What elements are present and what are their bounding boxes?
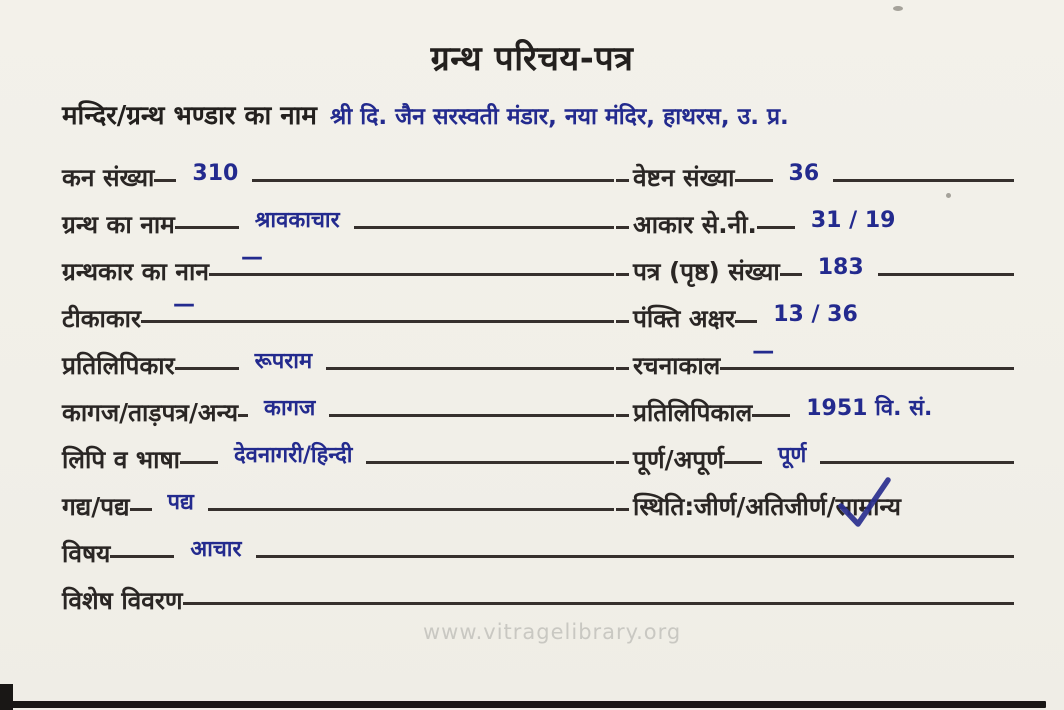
fields-grid (62, 144, 1014, 614)
field-value: 13 / 36 (773, 302, 858, 327)
field-value: आचार (190, 537, 242, 562)
ruled-line (366, 461, 614, 464)
condition-checked-option: सामान्य (836, 494, 901, 520)
rule-segment (616, 508, 629, 511)
ruled-line (252, 179, 614, 182)
field-subject (62, 520, 1014, 567)
bhandar-name-value: श्री दि. जैन सरस्वती मंडार, नया मंदिर, हाथरस, उ. प्र. (329, 104, 789, 130)
rule-segment (616, 226, 629, 229)
field-label: पूर्ण/अपूर्ण (633, 444, 724, 474)
row-2 (62, 191, 1014, 238)
row-6 (62, 379, 1014, 426)
rule-segment (757, 226, 795, 229)
field-value: — (240, 245, 263, 270)
rule-segment (110, 555, 174, 558)
rule-segment (130, 508, 152, 511)
ruled-line (329, 414, 614, 417)
rule-segment (616, 367, 629, 370)
field-value: रूपराम (254, 349, 313, 374)
field-value: 31 / 19 (810, 208, 896, 233)
field-label: कागज/ताड़पत्र/अन्य (62, 397, 239, 427)
field-material (62, 379, 616, 426)
field-bundle-number (616, 144, 1014, 191)
field-prose-verse (62, 473, 616, 520)
field-label: आकार से.नी. (633, 209, 757, 239)
field-label: प्रतिलिपिकाल (633, 397, 753, 427)
rule-segment (616, 179, 629, 182)
rule-segment (616, 414, 629, 417)
field-condition (616, 473, 1014, 520)
field-value: देवनागरी/हिन्दी (233, 443, 353, 468)
field-value: पद्य (167, 490, 194, 515)
field-value: 1951 वि. सं. (806, 396, 933, 421)
scan-edge-corner (0, 684, 13, 710)
ruled-line (833, 179, 1014, 182)
rule-segment (238, 414, 248, 417)
field-value: — (173, 292, 196, 317)
field-label: विषय (62, 538, 111, 568)
field-line-chars (616, 285, 1014, 332)
ruled-line (141, 294, 614, 323)
rule-segment (616, 273, 629, 276)
ruled-line (256, 555, 1015, 558)
ruled-line (183, 598, 1014, 605)
field-label: विशेष विवरण (62, 585, 183, 615)
field-value: — (752, 339, 775, 364)
field-label: रचनाकाल (633, 350, 721, 380)
field-label: ग्रन्थ का नाम (62, 209, 175, 239)
ruled-line (820, 461, 1014, 464)
ruled-line (208, 508, 614, 511)
field-serial-number (62, 144, 616, 191)
bhandar-name-label: मन्दिर/ग्रन्थ भण्डार का नाम (62, 101, 317, 131)
scan-speck (893, 6, 903, 11)
field-page-count (616, 238, 1014, 285)
row-3 (62, 238, 1014, 285)
page-title: ग्रन्थ परिचय-पत्र (430, 39, 634, 79)
rule-segment (735, 179, 773, 182)
field-label: पत्र (पृष्ठ) संख्या (633, 256, 780, 286)
field-commentator (62, 285, 616, 332)
ruled-line (209, 247, 614, 276)
ruled-line (326, 367, 614, 370)
field-value (183, 598, 221, 602)
ruled-line (354, 226, 614, 229)
row-5 (62, 332, 1014, 379)
rule-segment (175, 226, 239, 229)
rule-segment (616, 461, 629, 464)
row-4 (62, 285, 1014, 332)
rule-segment (735, 320, 757, 323)
field-value: पूर्ण (777, 443, 807, 468)
field-label: ग्रन्थकार का नान (62, 256, 209, 286)
field-value: 36 (788, 161, 820, 186)
rule-segment (154, 179, 176, 182)
field-label: प्रतिलिपिकार (62, 350, 175, 380)
rule-segment (175, 367, 239, 370)
scan-speck (946, 193, 951, 198)
field-copyist (62, 332, 616, 379)
row-1 (62, 144, 1014, 191)
rule-segment (180, 461, 218, 464)
field-label: वेष्टन संख्या (633, 162, 735, 192)
field-author-name (62, 238, 616, 285)
field-label: स्थिति:जीर्ण/अतिजीर्ण/सामान्य (633, 494, 901, 520)
field-value: कागज (264, 396, 316, 421)
field-book-name (62, 191, 616, 238)
row-7 (62, 426, 1014, 473)
scan-edge-bottom (10, 701, 1046, 708)
field-label: कन संख्या (62, 162, 155, 192)
row-8 (62, 473, 1014, 520)
field-label: लिपि व भाषा (62, 444, 180, 474)
field-composition-period (616, 332, 1014, 379)
field-value: 310 (192, 161, 239, 186)
field-label: गद्य/पद्य (62, 491, 130, 521)
field-script-language (62, 426, 616, 473)
field-label: टीकाकार (62, 303, 142, 333)
rule-segment (780, 273, 802, 276)
field-completeness (616, 426, 1014, 473)
rule-segment (616, 320, 629, 323)
row-9 (62, 520, 1014, 567)
ruled-line (878, 273, 1014, 276)
field-label: पंक्ति अक्षर (633, 303, 736, 333)
field-size-cm (616, 191, 1014, 238)
bhandar-name-row (62, 96, 1014, 132)
field-value: 183 (817, 255, 864, 280)
field-special-details (62, 567, 1014, 614)
field-copy-period (616, 379, 1014, 426)
rule-segment (724, 461, 762, 464)
ruled-line (720, 341, 1014, 370)
field-value: श्रावकाचार (254, 208, 340, 233)
row-10 (62, 567, 1014, 614)
watermark: www.vitragelibrary.org (423, 620, 682, 644)
rule-segment (752, 414, 790, 417)
